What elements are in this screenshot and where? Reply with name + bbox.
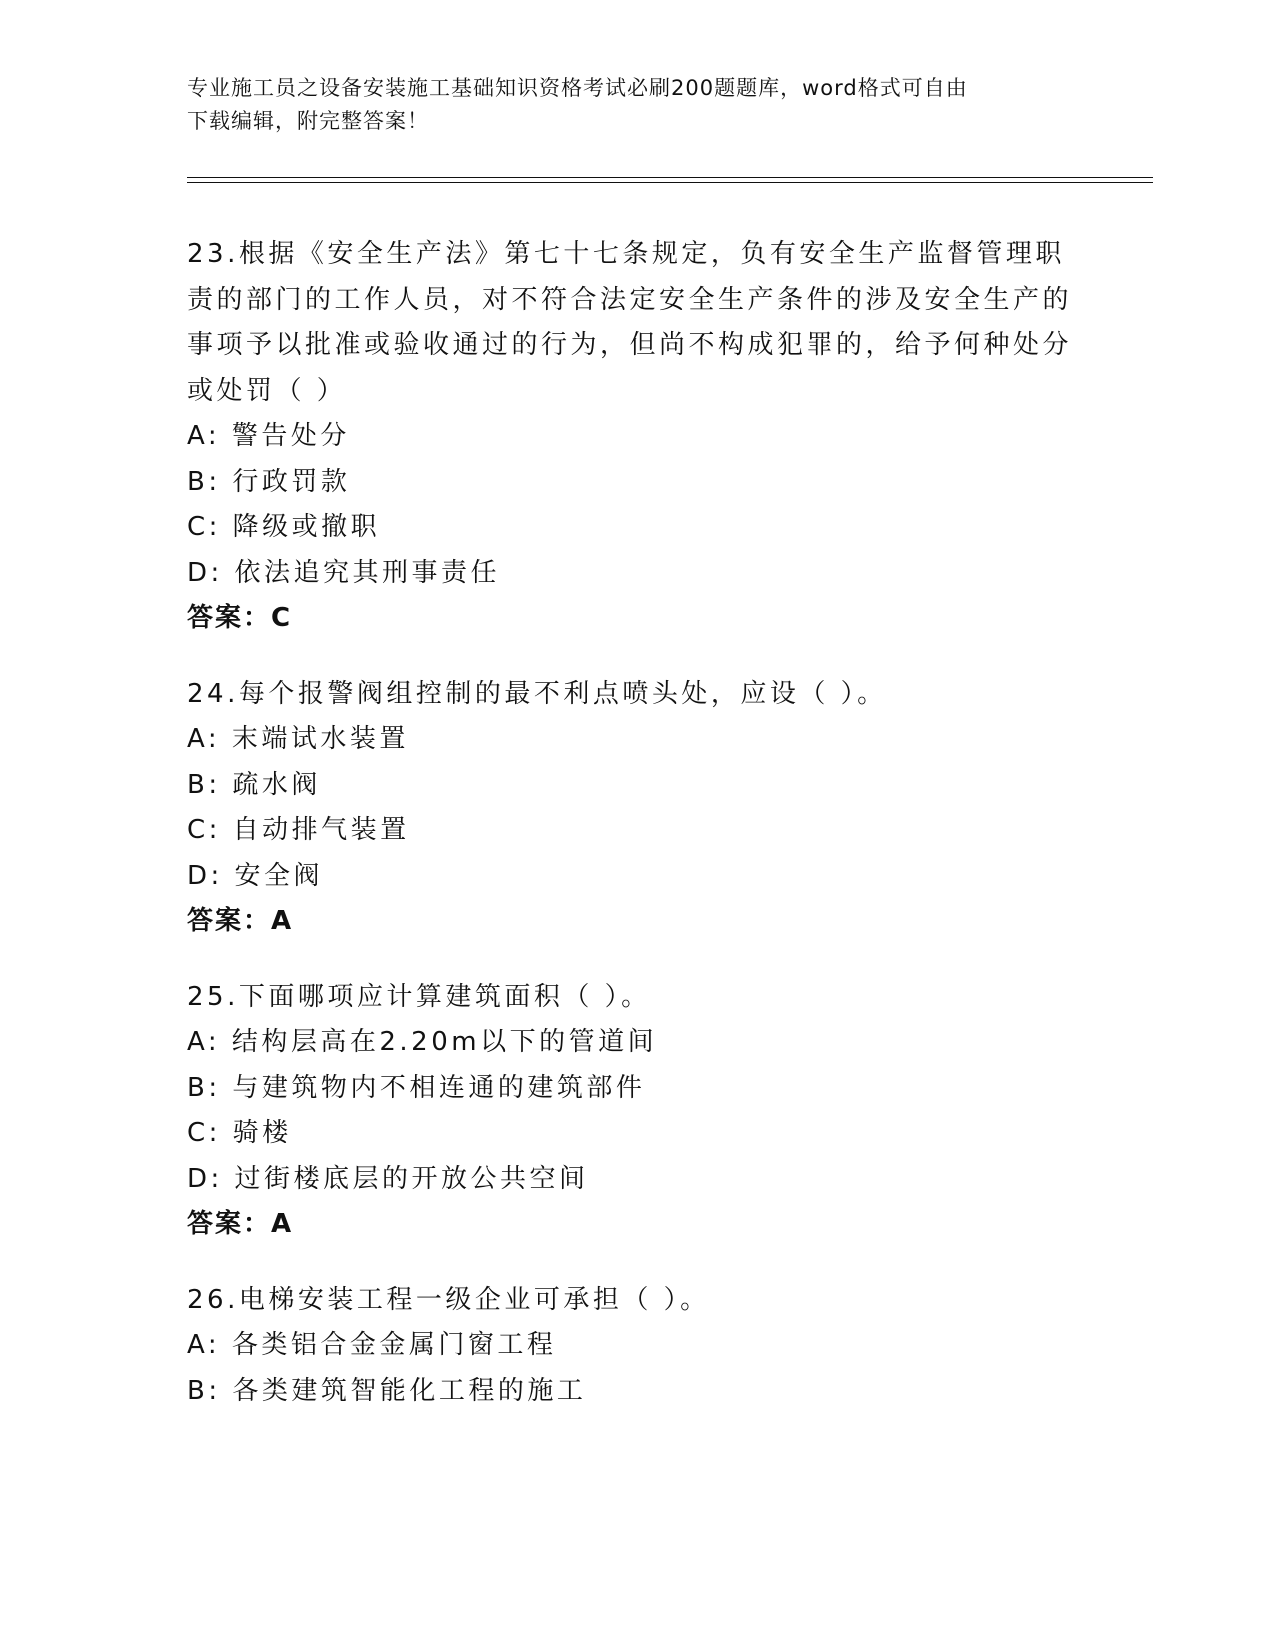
answer-label: 答案：A	[187, 1209, 294, 1239]
option-a: A: 警告处分	[187, 421, 350, 451]
question-stem: 23.根据《安全生产法》第七十七条规定，负有安全生产监督管理职责的部门的工作人员，对不符合法定安全生产条件的涉及安全生产的事项予以批准或验收通过的行为，但尚不构成犯罪的，给予何种处分或处罚（ ）	[187, 239, 1073, 406]
question-23	[187, 232, 1087, 642]
option-d: D: 安全阀	[187, 860, 324, 891]
option-c: C: 自动排气装置	[187, 815, 410, 845]
question-stem: 24.每个报警阀组控制的最不利点喷头处，应设（ ）。	[187, 678, 887, 709]
header-divider-top	[187, 177, 1153, 178]
header-divider-bottom	[187, 182, 1153, 183]
option-d: D: 依法追究其刑事责任	[187, 557, 501, 588]
option-a: A: 末端试水装置	[187, 724, 409, 754]
option-b: B: 各类建筑智能化工程的施工	[187, 1375, 587, 1406]
option-b: B: 疏水阀	[187, 769, 321, 800]
answer-label: 答案：C	[187, 603, 293, 633]
answer-label: 答案：A	[187, 906, 294, 936]
question-list	[187, 232, 1087, 1444]
option-c: C: 骑楼	[187, 1118, 292, 1148]
option-a: A: 各类铝合金金属门窗工程	[187, 1330, 557, 1360]
option-d: D: 过街楼底层的开放公共空间	[187, 1163, 589, 1194]
document-header: 专业施工员之设备安装施工基础知识资格考试必刷200题题库，word格式可自由 下载编辑，附完整答案！	[187, 76, 968, 133]
option-a: A: 结构层高在2.20m以下的管道间	[187, 1027, 658, 1057]
question-26	[187, 1278, 1087, 1415]
question-stem: 25.下面哪项应计算建筑面积（ ）。	[187, 981, 651, 1012]
option-c: C: 降级或撤职	[187, 512, 381, 542]
question-25	[187, 975, 1087, 1248]
question-24	[187, 672, 1087, 945]
option-b: B: 与建筑物内不相连通的建筑部件	[187, 1072, 646, 1103]
option-b: B: 行政罚款	[187, 466, 351, 497]
question-stem: 26.电梯安装工程一级企业可承担（ ）。	[187, 1284, 710, 1315]
